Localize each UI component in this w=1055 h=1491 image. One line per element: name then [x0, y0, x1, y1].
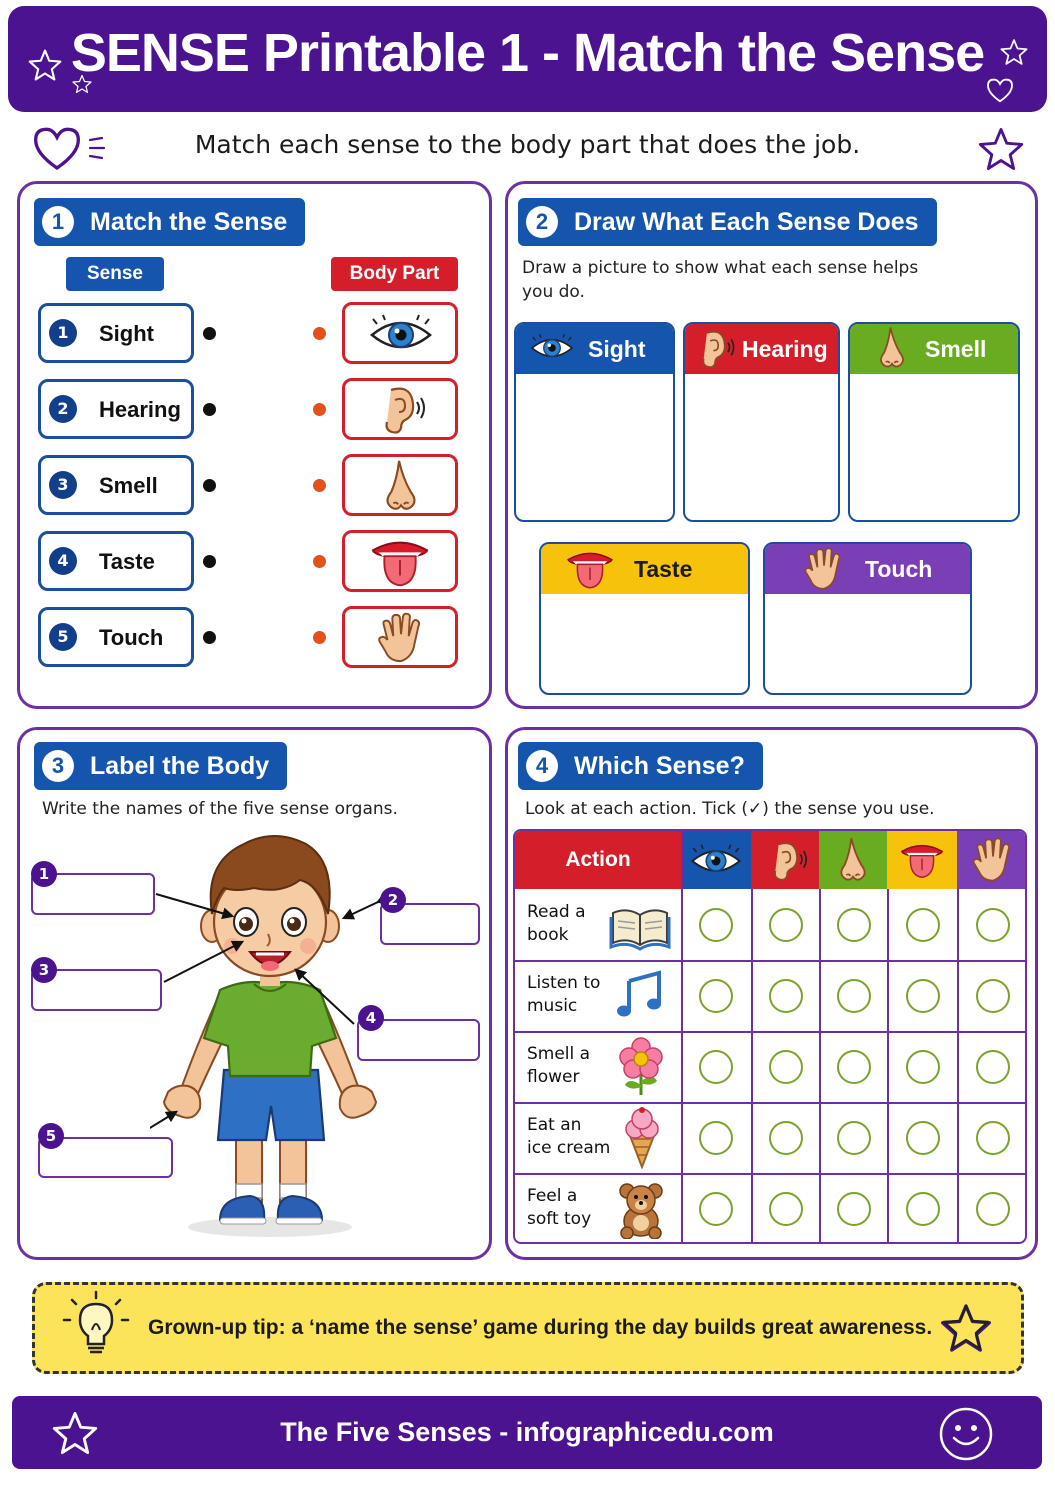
- body-part-ear: [342, 378, 458, 440]
- label-number: 2: [380, 887, 406, 913]
- label-arrows: [150, 860, 390, 1140]
- tongue-icon: [369, 535, 431, 589]
- draw-card-hearing[interactable]: Hearing: [683, 322, 840, 522]
- column-header-touch: [957, 831, 1027, 889]
- action-label-eat-ice-cream: Eat an ice cream: [527, 1115, 611, 1158]
- music-note-icon: [615, 969, 667, 1021]
- page-subtitle: Match each sense to the body part that does the job.: [194, 130, 861, 159]
- match-dot-right[interactable]: [313, 403, 326, 416]
- tick-circle[interactable]: [769, 908, 803, 942]
- tick-circle[interactable]: [976, 1121, 1010, 1155]
- section-4-instruction: Look at each action. Tick (✓) the sense you use.: [525, 799, 935, 819]
- section-number: 4: [526, 750, 558, 782]
- body-part-tongue: [342, 530, 458, 592]
- tick-circle[interactable]: [837, 1050, 871, 1084]
- tick-circle[interactable]: [769, 1121, 803, 1155]
- book-icon: [609, 901, 671, 951]
- body-part-hand: [342, 606, 458, 668]
- tick-circle[interactable]: [837, 979, 871, 1013]
- nose-icon: [872, 326, 912, 370]
- ear-icon: [373, 384, 429, 436]
- tick-circle[interactable]: [976, 979, 1010, 1013]
- tick-circle[interactable]: [699, 979, 733, 1013]
- section-3-title: 3 Label the Body: [34, 742, 287, 790]
- body-part-nose: [342, 454, 458, 516]
- star-icon: [940, 1302, 992, 1354]
- grown-up-tip-text: Grown-up tip: a ‘name the sense’ game during the day builds great awareness.: [148, 1316, 933, 1339]
- draw-card-smell[interactable]: Smell: [848, 322, 1020, 522]
- ice-cream-icon: [621, 1107, 663, 1169]
- tick-circle[interactable]: [976, 908, 1010, 942]
- tick-circle[interactable]: [837, 1192, 871, 1226]
- label-number: 3: [31, 957, 57, 983]
- page-title: SENSE Printable 1 - Match the Sense: [70, 23, 985, 83]
- star-icon: [978, 126, 1024, 172]
- column-header-hearing: [751, 831, 819, 889]
- section-number: 3: [42, 750, 74, 782]
- match-dot-right[interactable]: [313, 479, 326, 492]
- eye-icon: [690, 843, 742, 879]
- tick-circle[interactable]: [837, 908, 871, 942]
- sense-table: [513, 829, 1027, 1244]
- draw-card-touch[interactable]: Touch: [763, 542, 972, 695]
- tick-circle[interactable]: [906, 1121, 940, 1155]
- tick-circle[interactable]: [769, 979, 803, 1013]
- column-header-smell: [819, 831, 887, 889]
- label-number: 5: [38, 1123, 64, 1149]
- match-dot-right[interactable]: [313, 555, 326, 568]
- tick-circle[interactable]: [906, 908, 940, 942]
- flower-icon: [615, 1037, 667, 1097]
- body-part-eye: [342, 302, 458, 364]
- section-number: 2: [526, 206, 558, 238]
- tick-circle[interactable]: [906, 1192, 940, 1226]
- tick-circle[interactable]: [699, 1192, 733, 1226]
- match-dot-left[interactable]: [203, 403, 216, 416]
- section-2-title: 2 Draw What Each Sense Does: [518, 198, 937, 246]
- action-label-feel-soft-toy: Feel a soft toy: [527, 1186, 592, 1229]
- action-label-listen-music: Listen to music: [527, 973, 601, 1016]
- nose-icon: [833, 836, 873, 884]
- column-header-sight: [681, 831, 751, 889]
- section-3-instruction: Write the names of the five sense organs.: [42, 799, 398, 819]
- section-number: 1: [42, 206, 74, 238]
- tick-circle[interactable]: [906, 1050, 940, 1084]
- tick-circle[interactable]: [769, 1192, 803, 1226]
- sense-column-header: Sense: [66, 257, 164, 291]
- hand-icon: [801, 546, 847, 592]
- match-dot-left[interactable]: [203, 555, 216, 568]
- tongue-icon: [899, 840, 945, 880]
- draw-card-sight[interactable]: Sight: [514, 322, 675, 522]
- draw-card-taste[interactable]: Taste: [539, 542, 750, 695]
- hand-icon: [970, 836, 1016, 884]
- action-label-read-book: Read a book: [527, 902, 586, 945]
- sense-item-touch: 5 Touch: [38, 607, 194, 667]
- eye-icon: [369, 309, 433, 361]
- tick-circle[interactable]: [769, 1050, 803, 1084]
- tick-circle[interactable]: [699, 1050, 733, 1084]
- body-part-column-header: Body Part: [331, 257, 458, 291]
- label-number: 4: [358, 1005, 384, 1031]
- tick-circle[interactable]: [976, 1192, 1010, 1226]
- column-header-taste: [887, 831, 957, 889]
- ear-icon: [695, 328, 735, 370]
- tick-circle[interactable]: [976, 1050, 1010, 1084]
- sense-item-taste: 4 Taste: [38, 531, 194, 591]
- nose-icon: [377, 459, 425, 513]
- tick-circle[interactable]: [906, 979, 940, 1013]
- section-1-title: 1 Match the Sense: [34, 198, 305, 246]
- eye-icon: [530, 328, 574, 368]
- footer-text: The Five Senses - infographicedu.com: [280, 1417, 774, 1447]
- tick-circle[interactable]: [699, 908, 733, 942]
- lightbulb-icon: [60, 1290, 132, 1362]
- label-number: 1: [31, 861, 57, 887]
- match-dot-left[interactable]: [203, 327, 216, 340]
- action-label-smell-flower: Smell a flower: [527, 1044, 591, 1087]
- match-dot-right[interactable]: [313, 327, 326, 340]
- match-dot-right[interactable]: [313, 631, 326, 644]
- sense-item-smell: 3 Smell: [38, 455, 194, 515]
- tick-circle[interactable]: [699, 1121, 733, 1155]
- sense-item-sight: 1 Sight: [38, 303, 194, 363]
- action-column-header: Action: [515, 831, 681, 889]
- match-dot-left[interactable]: [203, 631, 216, 644]
- match-dot-left[interactable]: [203, 479, 216, 492]
- tongue-icon: [565, 547, 615, 591]
- tick-circle[interactable]: [837, 1121, 871, 1155]
- sense-item-hearing: 2 Hearing: [38, 379, 194, 439]
- section-4-title: 4 Which Sense?: [518, 742, 763, 790]
- hand-icon: [375, 611, 427, 665]
- ear-icon: [767, 839, 807, 883]
- smiley-icon: [938, 1406, 994, 1462]
- section-2-instruction: Draw a picture to show what each sense helps you do.: [522, 258, 919, 302]
- teddy-bear-icon: [615, 1181, 667, 1239]
